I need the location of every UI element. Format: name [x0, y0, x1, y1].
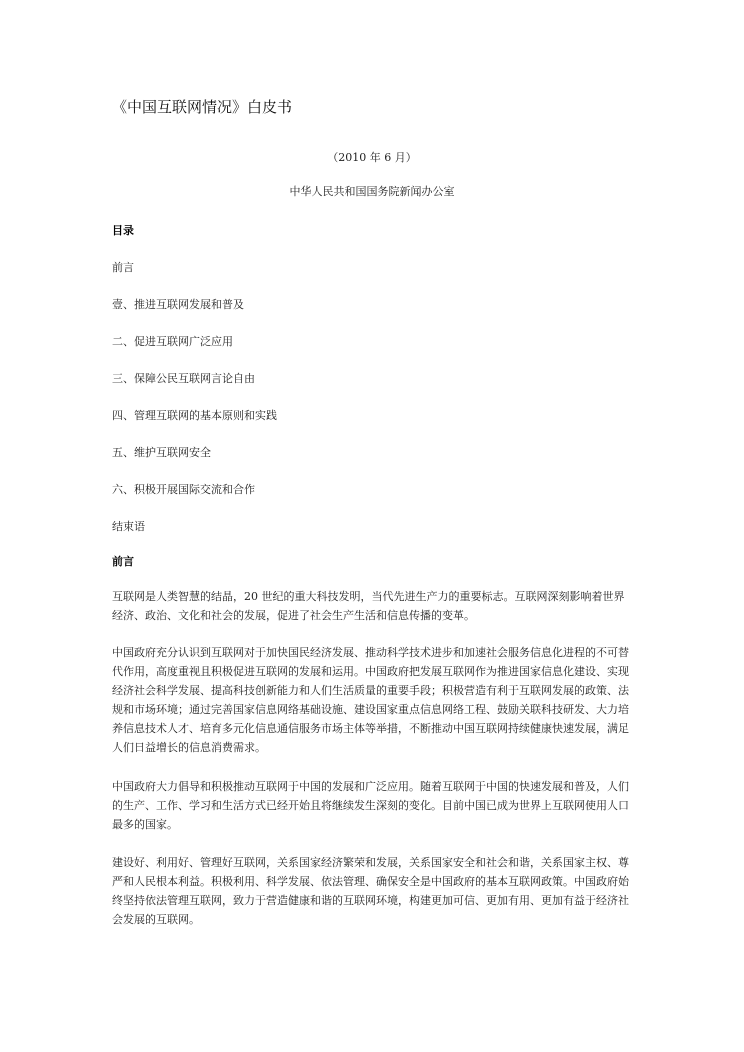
- paragraph-line: 经济社会科学发展、提高科技创新能力和人们生活质量的重要手段；积极营造有利于互联网发展的政策、法: [112, 684, 629, 697]
- preface-paragraph-4: [112, 853, 637, 929]
- document-date: （2010 年 6 月）: [327, 151, 417, 164]
- toc-item-chapter-4: 四、管理互联网的基本原则和实践: [112, 409, 277, 422]
- paragraph-line: 终坚持依法管理互联网，致力于营造健康和谐的互联网环境，构建更加可信、更加有用、更加有益于经济社: [112, 894, 629, 907]
- toc-item-conclusion: 结束语: [112, 520, 145, 533]
- paragraph-line: 规和市场环境；通过完善国家信息网络基础设施、建设国家重点信息网络工程、鼓励关联科技研发、大力培: [112, 703, 629, 716]
- preface-paragraph-2: [112, 643, 637, 757]
- preface-paragraph-3: [112, 777, 637, 834]
- preface-heading: 前言: [112, 555, 134, 568]
- paragraph-line: 养信息技术人才、培育多元化信息通信服务市场主体等举措，不断推动中国互联网持续健康快速发展，满足: [112, 722, 629, 735]
- toc-item-chapter-3: 三、保障公民互联网言论自由: [112, 372, 255, 385]
- document-title: 《中国互联网情况》白皮书: [112, 98, 293, 116]
- toc-item-chapter-6: 六、积极开展国际交流和合作: [112, 483, 255, 496]
- toc-heading: 目录: [112, 224, 134, 237]
- preface-paragraph-1: [112, 587, 637, 625]
- toc-item-preface: 前言: [112, 261, 134, 274]
- toc-item-chapter-1: 壹、推进互联网发展和普及: [112, 298, 244, 311]
- paragraph-line: 代作用，高度重视且积极促进互联网的发展和运用。中国政府把发展互联网作为推进国家信息化建设、实现: [112, 665, 629, 678]
- paragraph-line: 中国政府充分认识到互联网对于加快国民经济发展、推动科学技术进步和加速社会服务信息化进程的不可替: [112, 646, 629, 659]
- paragraph-line: 严和人民根本利益。积极利用、科学发展、依法管理、确保安全是中国政府的基本互联网政策。中国政府始: [112, 875, 629, 888]
- toc-item-chapter-2: 二、促进互联网广泛应用: [112, 335, 233, 348]
- document-publisher: 中华人民共和国国务院新闻办公室: [289, 185, 455, 198]
- paragraph-line: 人们日益增长的信息消费需求。: [112, 741, 266, 754]
- paragraph-line: 的生产、工作、学习和生活方式已经开始且将继续发生深刻的变化。目前中国已成为世界上互联网使用人口: [112, 799, 629, 812]
- paragraph-line: 互联网是人类智慧的结晶，20 世纪的重大科技发明，当代先进生产力的重要标志。互联网深刻影响着世界: [112, 590, 625, 603]
- paragraph-line: 经济、政治、文化和社会的发展，促进了社会生产生活和信息传播的变革。: [112, 609, 475, 622]
- paragraph-line: 会发展的互联网。: [112, 913, 200, 926]
- paragraph-line: 中国政府大力倡导和积极推动互联网于中国的发展和广泛应用。随着互联网于中国的快速发展和普及，人们: [112, 780, 629, 793]
- paragraph-line: 最多的国家。: [112, 818, 178, 831]
- toc-item-chapter-5: 五、维护互联网安全: [112, 446, 211, 459]
- paragraph-line: 建设好、利用好、管理好互联网，关系国家经济繁荣和发展，关系国家安全和社会和谐，关系国家主权、尊: [112, 856, 629, 869]
